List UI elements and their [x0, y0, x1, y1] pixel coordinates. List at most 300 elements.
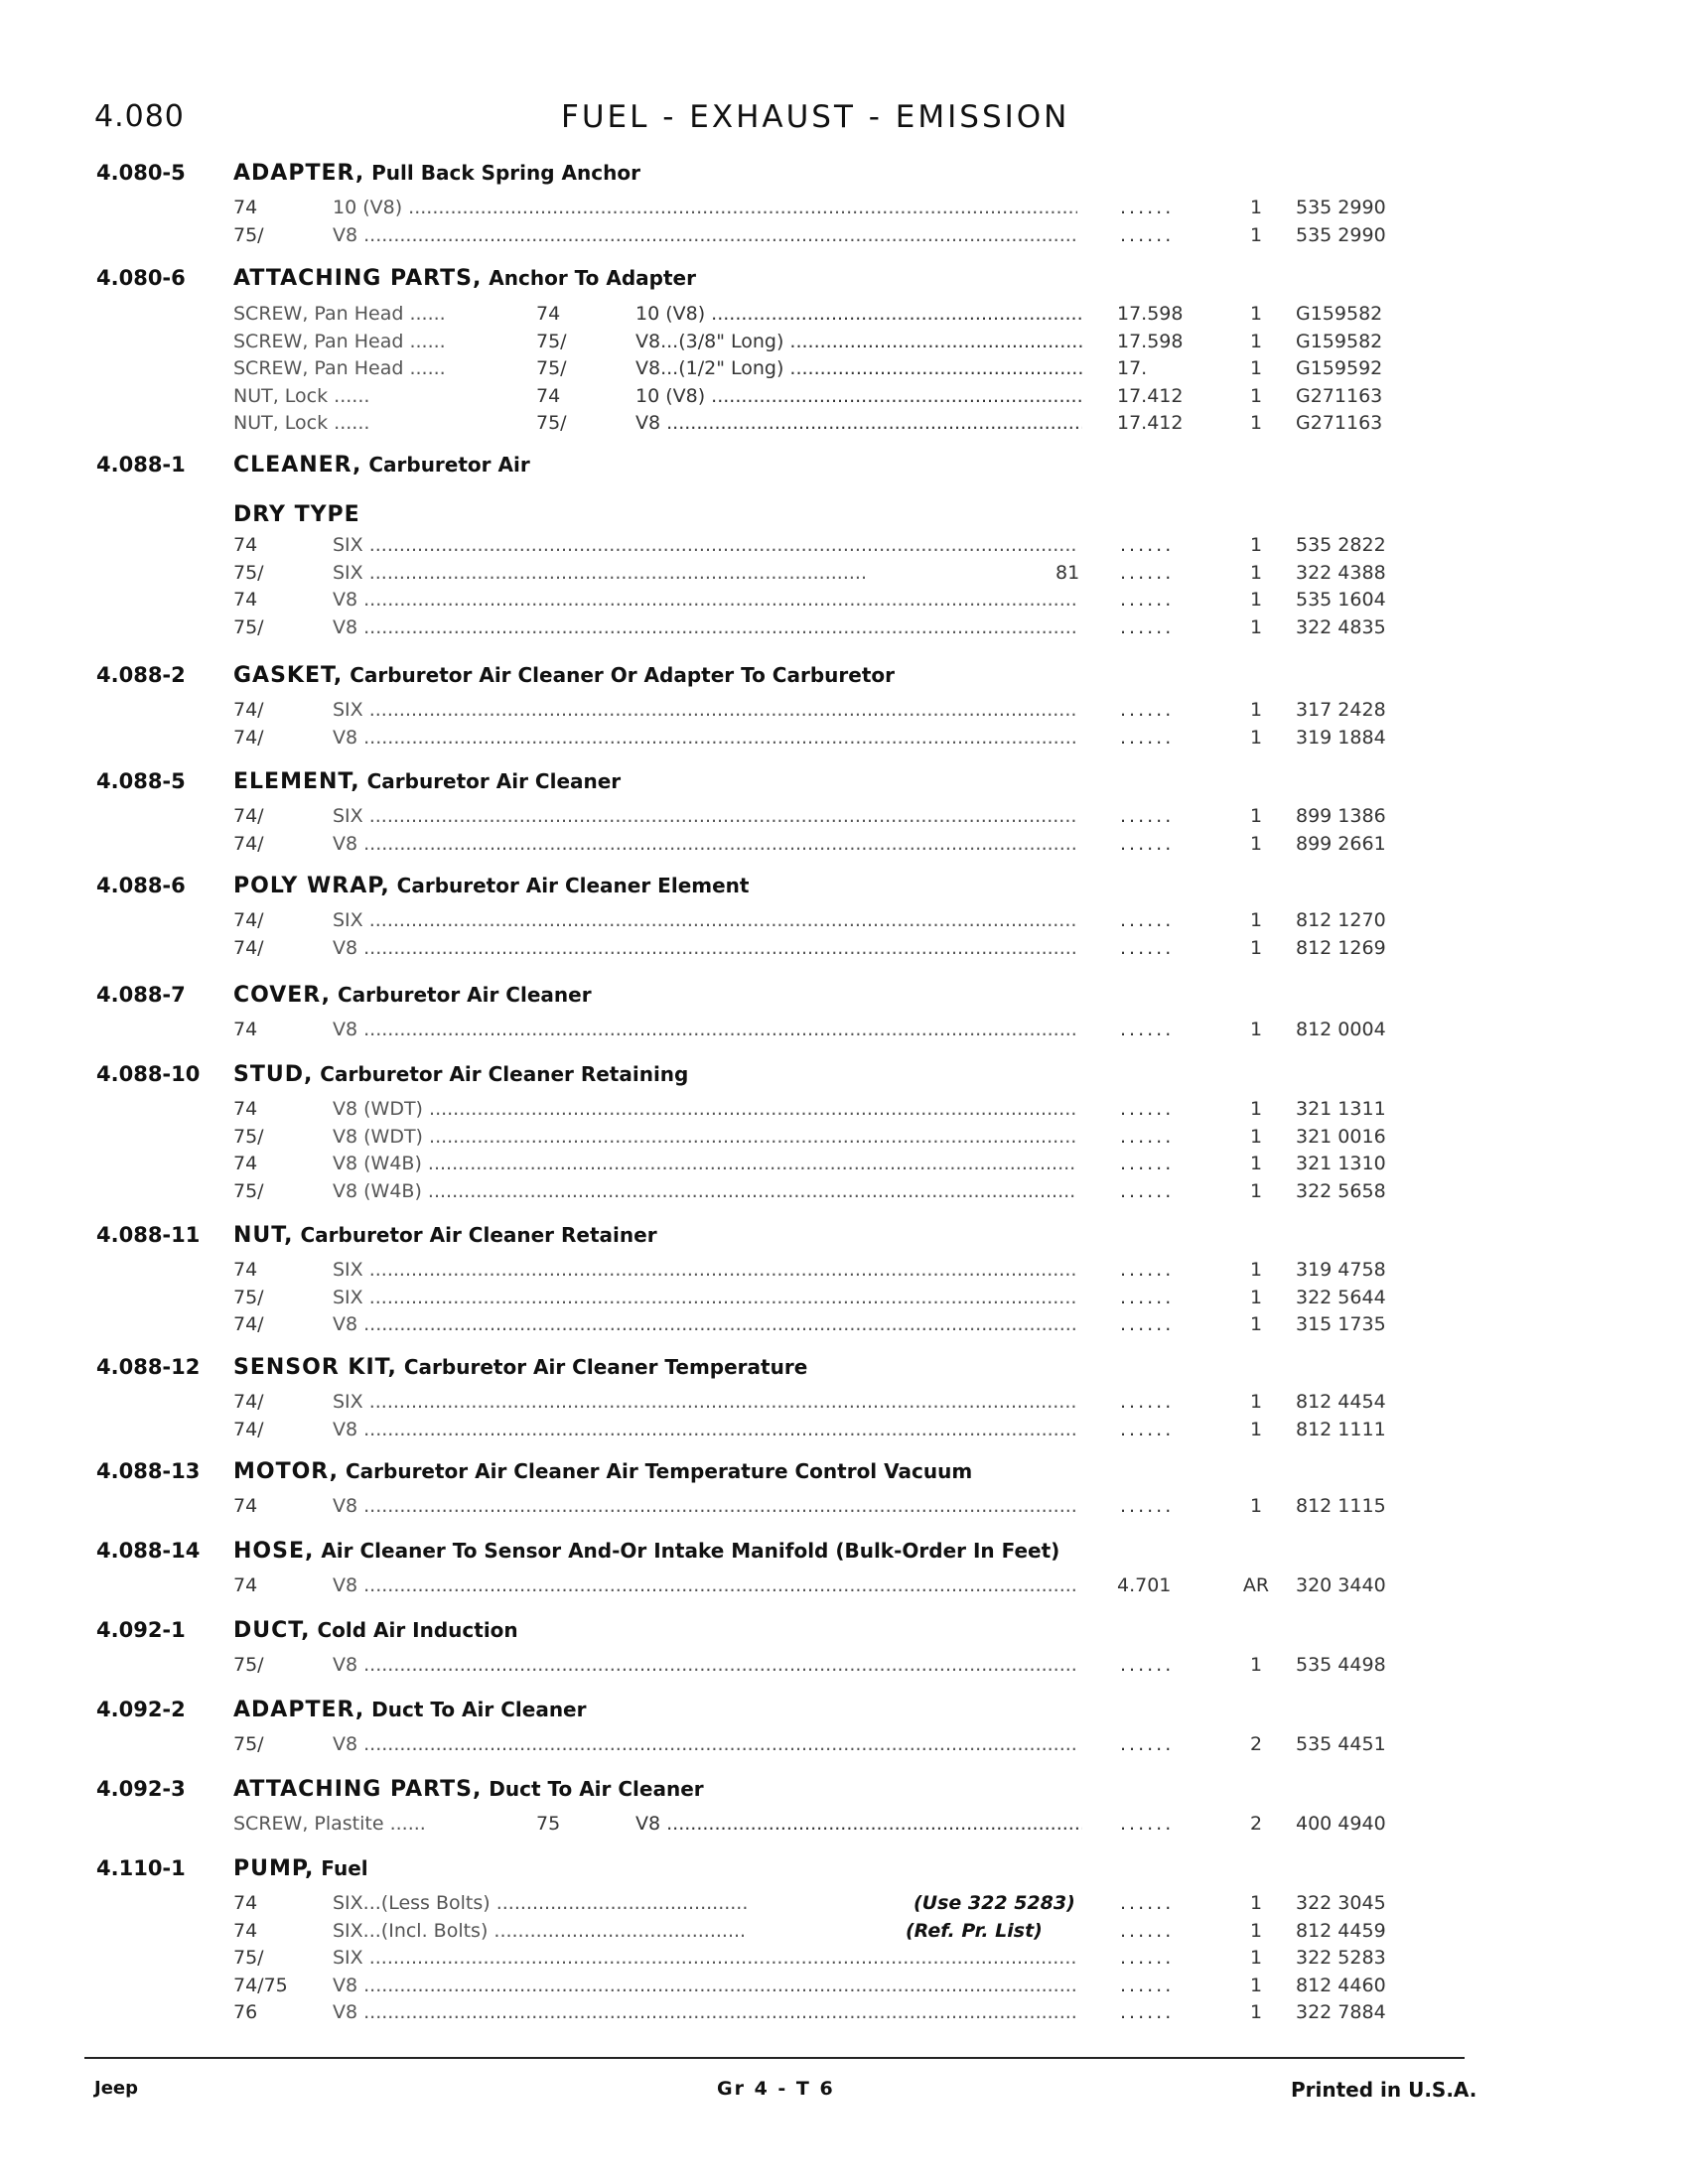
part-number: 535 4498	[1296, 1654, 1386, 1676]
part-row	[0, 1920, 1688, 1946]
application: V8 .....	[635, 1813, 1082, 1835]
part-number: G159582	[1296, 303, 1383, 325]
part-number-code: 4.088-12	[96, 1355, 201, 1379]
part-row	[0, 937, 1688, 963]
part-row	[0, 727, 1688, 752]
part-name: ATTACHING PARTS,	[233, 1777, 483, 1802]
part-name: STUD,	[233, 1062, 314, 1087]
part-number: 315 1735	[1296, 1313, 1386, 1335]
reference: ......	[1120, 1654, 1175, 1676]
part-description: Carburetor Air Cleaner Or Adapter To Carburetor	[343, 663, 895, 687]
application: V8 .....	[333, 616, 1077, 638]
part-description: Cold Air Induction	[310, 1618, 518, 1642]
part-number: 400 4940	[1296, 1813, 1386, 1835]
part-row	[0, 534, 1688, 560]
model-year: 75/	[233, 1733, 264, 1755]
application: SIX .....	[333, 1259, 1077, 1281]
part-number: 535 2990	[1296, 223, 1386, 246]
reference: ......	[1120, 1313, 1175, 1335]
part-row	[0, 805, 1688, 831]
part-number: 812 1269	[1296, 936, 1386, 959]
part-row	[0, 385, 1688, 411]
model-year: 74/75	[233, 1974, 288, 1996]
part-title	[233, 1539, 1059, 1564]
part-number: 322 7884	[1296, 2001, 1386, 2023]
part-number: G159582	[1296, 330, 1383, 352]
part-row	[0, 1733, 1688, 1759]
part-row	[0, 197, 1688, 222]
part-name: PUMP,	[233, 1856, 315, 1881]
part-name: DUCT,	[233, 1618, 311, 1643]
reference: ......	[1120, 1391, 1175, 1413]
part-description: Duct To Air Cleaner	[482, 1777, 704, 1801]
reference: ......	[1120, 1125, 1175, 1148]
part-number: 319 4758	[1296, 1259, 1386, 1281]
part-row	[0, 331, 1688, 356]
part-description: Carburetor Air Cleaner Element	[389, 874, 750, 897]
model-year: 74	[536, 303, 561, 325]
part-description: Pull Back Spring Anchor	[364, 161, 640, 185]
part-number: G159592	[1296, 357, 1383, 379]
part-description: Carburetor Air Cleaner	[331, 983, 592, 1007]
part-number: 899 1386	[1296, 805, 1386, 827]
application: V8 (W4B) .....	[333, 1180, 1077, 1202]
part-number: 322 5644	[1296, 1286, 1386, 1308]
part-title	[233, 874, 749, 898]
model-year: 75/	[233, 1125, 264, 1148]
part-row	[0, 1947, 1688, 1973]
part-type: SCREW, Plastite ......	[233, 1813, 426, 1835]
part-number: 322 5283	[1296, 1947, 1386, 1969]
part-title	[233, 1698, 586, 1722]
part-description: Air Cleaner To Sensor And-Or Intake Manifold (Bulk-Order In Feet)	[314, 1539, 1060, 1563]
model-year: 74	[233, 534, 258, 556]
model-year: 75/	[536, 357, 567, 379]
part-number-code: 4.088-10	[96, 1062, 201, 1086]
reference: ......	[1120, 805, 1175, 827]
application: SIX .....	[333, 805, 1077, 827]
application: 10 (V8) .....	[635, 303, 1082, 325]
part-number-code: 4.092-2	[96, 1698, 186, 1721]
model-year: 75/	[233, 1179, 264, 1202]
model-year: 74/	[233, 936, 264, 959]
reference: ......	[1120, 197, 1175, 218]
part-number-code: 4.088-5	[96, 769, 186, 793]
part-description: Anchor To Adapter	[482, 266, 696, 290]
footer-divider	[84, 2057, 1465, 2059]
part-title	[233, 1777, 704, 1802]
application: SIX...(Incl. Bolts) ..........................................	[333, 1919, 747, 1942]
part-number-code: 4.088-13	[96, 1459, 201, 1483]
quantity: 1	[1249, 1974, 1263, 1996]
part-type: SCREW, Pan Head ......	[233, 330, 446, 352]
application: V8 .....	[333, 1654, 1077, 1676]
footer-group: Gr 4 - T 6	[717, 2078, 835, 2100]
application: V8 .....	[333, 1574, 1077, 1596]
quantity: 1	[1249, 1654, 1263, 1676]
part-number: 812 4459	[1296, 1919, 1386, 1942]
quantity: 1	[1249, 726, 1263, 749]
reference: ......	[1120, 1919, 1175, 1942]
part-name: HOSE,	[233, 1539, 315, 1564]
part-number-code: 4.092-3	[96, 1777, 186, 1801]
part-row	[0, 1892, 1688, 1918]
part-row	[0, 1813, 1688, 1839]
quantity: 1	[1249, 223, 1263, 246]
part-number: 812 0004	[1296, 1019, 1386, 1040]
part-row	[0, 1495, 1688, 1521]
application: V8 .....	[333, 1733, 1077, 1755]
reference: ......	[1120, 1974, 1175, 1996]
part-number: 535 2990	[1296, 197, 1386, 218]
part-row	[0, 589, 1688, 614]
part-number: G271163	[1296, 384, 1383, 407]
part-name: ELEMENT,	[233, 769, 360, 794]
part-title	[233, 663, 895, 688]
quantity: 1	[1249, 303, 1263, 325]
part-description: Fuel	[314, 1856, 368, 1880]
quantity: 1	[1249, 1919, 1263, 1942]
quantity: 1	[1249, 197, 1263, 218]
part-title	[233, 983, 592, 1008]
application: V8 .....	[333, 727, 1077, 749]
part-number: 535 2822	[1296, 534, 1386, 556]
reference: ......	[1120, 832, 1175, 855]
reference: 17.412	[1117, 384, 1184, 407]
application: SIX .....	[333, 1287, 1077, 1308]
part-number: 812 4454	[1296, 1391, 1386, 1413]
application: V8 .....	[333, 833, 1077, 855]
quantity: 1	[1249, 936, 1263, 959]
quantity: 1	[1249, 1892, 1263, 1914]
reference: 17.	[1117, 357, 1148, 379]
application: SIX .....	[333, 909, 1077, 931]
part-row	[0, 562, 1688, 588]
part-row	[0, 1180, 1688, 1206]
part-name: COVER,	[233, 983, 332, 1008]
quantity: 1	[1249, 561, 1263, 584]
part-title	[233, 1223, 657, 1248]
part-title	[233, 453, 530, 478]
quantity: 2	[1249, 1813, 1263, 1835]
part-row	[0, 833, 1688, 859]
quantity: 1	[1249, 1418, 1263, 1440]
part-number-code: 4.080-5	[96, 161, 186, 185]
part-number-code: 4.088-1	[96, 453, 186, 477]
application: SIX .....	[333, 699, 1077, 721]
reference: ......	[1120, 1495, 1175, 1517]
part-number: 812 1111	[1296, 1418, 1386, 1440]
reference: ......	[1120, 1286, 1175, 1308]
part-name: MOTOR,	[233, 1459, 340, 1484]
quantity: 1	[1249, 1019, 1263, 1040]
page-title: FUEL - EXHAUST - EMISSION	[561, 99, 1070, 135]
reference: ......	[1120, 1418, 1175, 1440]
part-number: 321 1310	[1296, 1153, 1386, 1174]
model-year: 74/	[233, 909, 264, 931]
part-row	[0, 1126, 1688, 1152]
model-year: 74	[233, 1153, 258, 1174]
part-number-code: 4.088-14	[96, 1539, 201, 1563]
part-row	[0, 357, 1688, 383]
part-description: Carburetor Air Cleaner Retainer	[293, 1223, 657, 1247]
application: SIX .....	[333, 534, 1077, 556]
part-number: 812 1115	[1296, 1495, 1386, 1517]
part-row	[0, 1098, 1688, 1124]
quantity: 1	[1249, 832, 1263, 855]
application: SIX .....	[333, 1947, 1077, 1969]
part-row	[0, 224, 1688, 250]
model-year: 74/	[233, 699, 264, 721]
part-description: Carburetor Air	[361, 453, 530, 477]
part-number-code: 4.110-1	[96, 1856, 186, 1880]
model-year: 74/	[233, 726, 264, 749]
reference: 17.412	[1117, 412, 1184, 434]
quantity: 1	[1249, 1259, 1263, 1281]
part-number-code: 4.088-7	[96, 983, 186, 1007]
quantity: 1	[1249, 1098, 1263, 1120]
application: V8...(3/8" Long) .....	[635, 331, 1082, 352]
model-year: 74	[233, 1019, 258, 1040]
part-number: 322 5658	[1296, 1179, 1386, 1202]
reference: ......	[1120, 589, 1175, 611]
reference: ......	[1120, 534, 1175, 556]
part-type: NUT, Lock ......	[233, 412, 370, 434]
part-row	[0, 1313, 1688, 1339]
part-row	[0, 1654, 1688, 1680]
quantity: 1	[1249, 1495, 1263, 1517]
quantity: AR	[1242, 1574, 1270, 1596]
quantity: 1	[1249, 1179, 1263, 1202]
reference: ......	[1120, 615, 1175, 638]
model-year: 74	[233, 1098, 258, 1120]
model-year: 74/	[233, 1391, 264, 1413]
model-year: 74	[233, 1259, 258, 1281]
part-name: SENSOR KIT,	[233, 1355, 397, 1380]
reference: 4.701	[1117, 1574, 1172, 1596]
model-year: 75/	[233, 223, 264, 246]
application: SIX .....	[333, 1391, 1077, 1413]
reference: ......	[1120, 1019, 1175, 1040]
part-number: 321 1311	[1296, 1098, 1386, 1120]
part-row	[0, 699, 1688, 725]
part-description: Carburetor Air Cleaner Retaining	[313, 1062, 689, 1086]
part-number-code: 4.088-6	[96, 874, 186, 897]
application: V8 .....	[333, 1975, 1077, 1996]
application: V8 .....	[333, 1495, 1077, 1517]
application: V8 (WDT) .....	[333, 1098, 1077, 1120]
part-number: 535 1604	[1296, 589, 1386, 611]
part-title	[233, 769, 621, 794]
part-number: 322 3045	[1296, 1892, 1386, 1914]
quantity: 1	[1249, 1313, 1263, 1335]
part-title	[233, 266, 696, 291]
part-number: G271163	[1296, 412, 1383, 434]
application: V8 .....	[635, 412, 1082, 434]
part-row	[0, 2001, 1688, 2027]
subheading: DRY TYPE	[233, 502, 360, 527]
reference: ......	[1120, 1733, 1175, 1755]
part-number: 317 2428	[1296, 699, 1386, 721]
quantity: 1	[1249, 1391, 1263, 1413]
part-description: Duct To Air Cleaner	[364, 1698, 587, 1721]
model-year: 74	[233, 1574, 258, 1596]
part-row	[0, 1259, 1688, 1285]
part-number: 320 3440	[1296, 1574, 1386, 1596]
reference: ......	[1120, 1892, 1175, 1914]
quantity: 1	[1249, 330, 1263, 352]
application: V8 .....	[333, 1419, 1077, 1440]
part-title	[233, 1062, 688, 1087]
application: 10 (V8) .....	[333, 197, 1077, 218]
model-year: 75	[536, 1813, 561, 1835]
reference: ......	[1120, 561, 1175, 584]
quantity: 1	[1249, 909, 1263, 931]
model-year: 75/	[233, 615, 264, 638]
quantity: 1	[1249, 699, 1263, 721]
model-year: 74/	[233, 805, 264, 827]
part-row	[0, 1574, 1688, 1600]
part-number: 322 4835	[1296, 615, 1386, 638]
reference: ......	[1120, 1813, 1175, 1835]
part-row	[0, 412, 1688, 438]
reference: ......	[1120, 1259, 1175, 1281]
quantity: 1	[1249, 615, 1263, 638]
reference: 17.598	[1117, 303, 1184, 325]
quantity: 1	[1249, 1286, 1263, 1308]
application: SIX...(Less Bolts) ..........................................	[333, 1892, 749, 1914]
reference: ......	[1120, 726, 1175, 749]
quantity: 1	[1249, 412, 1263, 434]
part-number: 899 2661	[1296, 832, 1386, 855]
part-row	[0, 1153, 1688, 1178]
part-number-code: 4.088-11	[96, 1223, 201, 1247]
quantity: 2	[1249, 1733, 1263, 1755]
application: V8 .....	[333, 1019, 1077, 1040]
footer-brand: Jeep	[94, 2078, 138, 2099]
quantity: 1	[1249, 2001, 1263, 2023]
part-number: 319 1884	[1296, 726, 1386, 749]
part-number-code: 4.088-2	[96, 663, 186, 687]
reference-note: (Use 322 5283)	[914, 1892, 1075, 1914]
reference: ......	[1120, 936, 1175, 959]
part-name: CLEANER,	[233, 453, 362, 478]
part-title	[233, 1618, 518, 1643]
model-year: 75/	[233, 1947, 264, 1969]
model-year: 74/	[233, 832, 264, 855]
model-year: 75/	[536, 412, 567, 434]
part-name: ATTACHING PARTS,	[233, 266, 483, 291]
model-year: 75/	[233, 1286, 264, 1308]
part-type: NUT, Lock ......	[233, 384, 370, 407]
part-row	[0, 909, 1688, 935]
part-row	[0, 303, 1688, 329]
application: V8 .....	[333, 589, 1077, 611]
part-title	[233, 1459, 972, 1484]
part-number-code: 4.092-1	[96, 1618, 186, 1642]
part-description: Carburetor Air Cleaner Temperature	[396, 1355, 808, 1379]
model-year: 74	[233, 1495, 258, 1517]
part-number: 812 1270	[1296, 909, 1386, 931]
model-year: 75/	[233, 561, 264, 584]
quantity: 1	[1249, 357, 1263, 379]
part-type: SCREW, Pan Head ......	[233, 357, 446, 379]
reference: ......	[1120, 1153, 1175, 1174]
section-code: 4.080	[94, 99, 185, 134]
application: V8 .....	[333, 2001, 1077, 2023]
model-year: 74/	[233, 1418, 264, 1440]
reference: ......	[1120, 1947, 1175, 1969]
part-row	[0, 616, 1688, 642]
footer-printed: Printed in U.S.A.	[1291, 2078, 1477, 2102]
application: V8...(1/2" Long) .....	[635, 357, 1082, 379]
part-number-code: 4.080-6	[96, 266, 186, 290]
quantity: 1	[1249, 534, 1263, 556]
part-number: 321 0016	[1296, 1125, 1386, 1148]
model-year: 75/	[233, 1654, 264, 1676]
part-description: Carburetor Air Cleaner Air Temperature Control Vacuum	[339, 1459, 973, 1483]
part-title	[233, 1856, 368, 1881]
part-number: 812 4460	[1296, 1974, 1386, 1996]
part-row	[0, 1287, 1688, 1312]
application: V8 (W4B) .....	[333, 1153, 1077, 1174]
part-row	[0, 1019, 1688, 1044]
application: V8 .....	[333, 224, 1077, 246]
model-year: 74	[233, 1892, 258, 1914]
part-description: Carburetor Air Cleaner	[359, 769, 622, 793]
model-year: 74/	[233, 1313, 264, 1335]
quantity: 1	[1249, 1153, 1263, 1174]
part-name: GASKET,	[233, 663, 344, 688]
part-title	[233, 1355, 807, 1380]
part-name: ADAPTER,	[233, 161, 365, 186]
application: V8 (WDT) .....	[333, 1126, 1077, 1148]
reference-note: (Ref. Pr. List)	[906, 1919, 1043, 1942]
part-name: ADAPTER,	[233, 1698, 365, 1722]
note: 81	[1055, 561, 1080, 584]
part-row	[0, 1419, 1688, 1444]
part-row	[0, 1975, 1688, 2000]
model-year: 75/	[536, 330, 567, 352]
reference: 17.598	[1117, 330, 1184, 352]
part-number: 322 4388	[1296, 561, 1386, 584]
model-year: 74	[233, 1919, 258, 1942]
application: V8 .....	[333, 1313, 1077, 1335]
quantity: 1	[1249, 384, 1263, 407]
reference: ......	[1120, 1179, 1175, 1202]
application: SIX ...................................................................................	[333, 561, 868, 584]
model-year: 76	[233, 2001, 258, 2023]
part-row	[0, 1391, 1688, 1417]
quantity: 1	[1249, 589, 1263, 611]
part-name: NUT,	[233, 1223, 294, 1248]
quantity: 1	[1249, 1947, 1263, 1969]
part-title	[233, 161, 640, 186]
quantity: 1	[1249, 805, 1263, 827]
quantity: 1	[1249, 1125, 1263, 1148]
model-year: 74	[233, 197, 258, 218]
reference: ......	[1120, 699, 1175, 721]
model-year: 74	[233, 589, 258, 611]
part-name: POLY WRAP,	[233, 874, 390, 898]
reference: ......	[1120, 1098, 1175, 1120]
part-type: SCREW, Pan Head ......	[233, 303, 446, 325]
reference: ......	[1120, 223, 1175, 246]
application: V8 .....	[333, 937, 1077, 959]
reference: ......	[1120, 2001, 1175, 2023]
application: 10 (V8) .....	[635, 385, 1082, 407]
reference: ......	[1120, 909, 1175, 931]
